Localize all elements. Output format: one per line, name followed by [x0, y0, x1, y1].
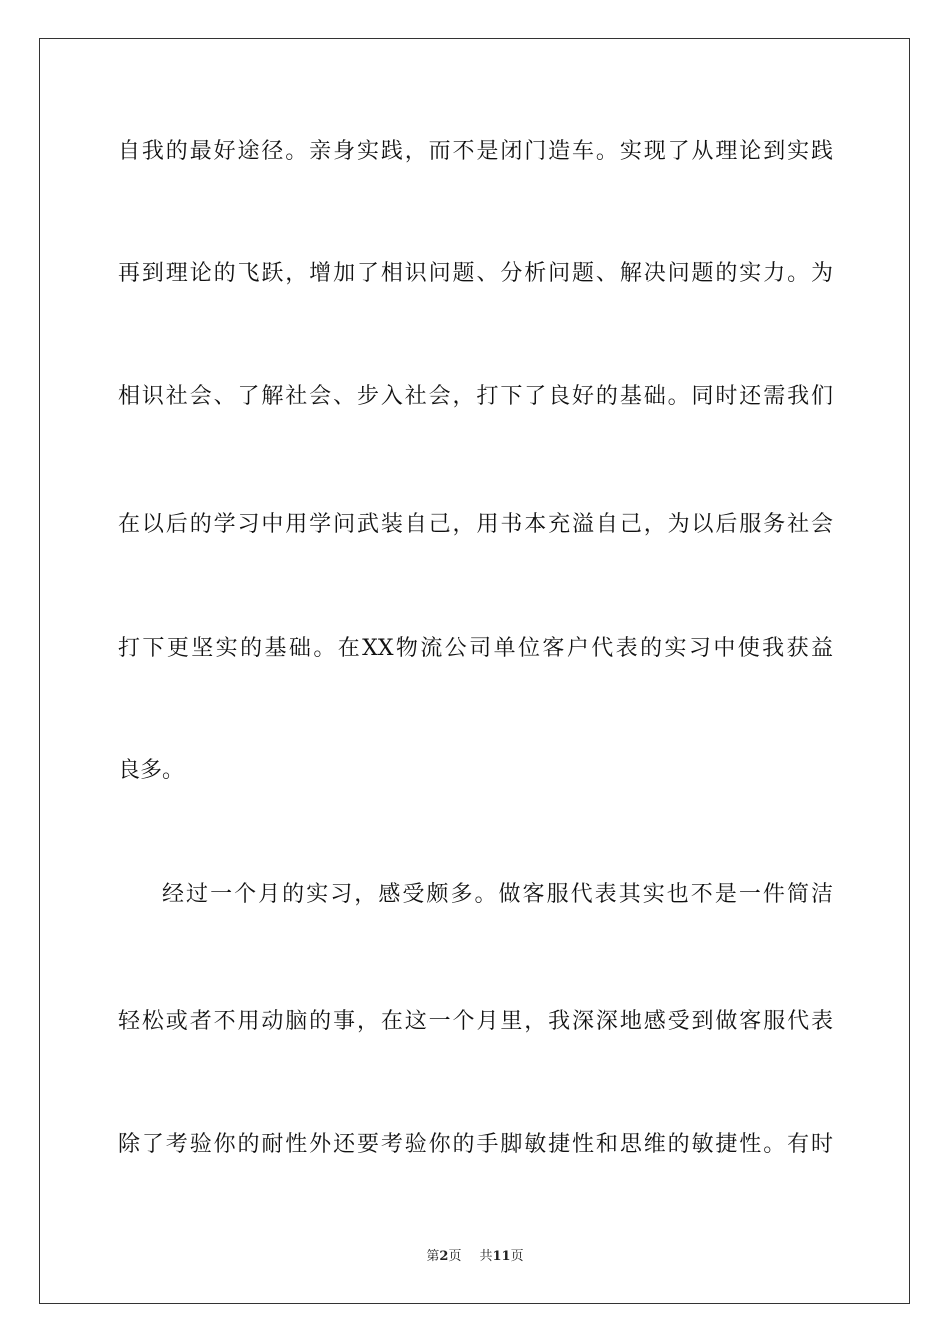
page-border	[39, 38, 910, 1304]
footer-total-prefix: 共	[479, 1249, 493, 1264]
footer-page-number: 2	[439, 1249, 449, 1264]
body-line-4: 在以后的学习中用学问武装自己，用书本充溢自己，为以后服务社会	[118, 512, 833, 537]
body-line-5: 打下更坚实的基础。在XX物流公司单位客户代表的实习中使我获益	[118, 636, 833, 661]
footer-total-suffix: 页	[510, 1249, 524, 1264]
body-line-1: 自我的最好途径。亲身实践，而不是闭门造车。实现了从理论到实践	[118, 139, 833, 164]
body-line-6: 良多。	[118, 758, 185, 783]
footer-page-suffix: 页	[448, 1249, 462, 1264]
body-line-8: 轻松或者不用动脑的事，在这一个月里，我深深地感受到做客服代表	[118, 1009, 833, 1034]
body-line-2: 再到理论的飞跃，增加了相识问题、分析问题、解决问题的实力。为	[118, 261, 833, 286]
body-line-3: 相识社会、了解社会、步入社会，打下了良好的基础。同时还需我们	[118, 384, 833, 409]
body-line-7: 经过一个月的实习，感受颇多。做客服代表其实也不是一件简洁	[162, 882, 833, 907]
page-footer	[0, 1248, 950, 1266]
footer-total-pages: 11	[492, 1249, 511, 1264]
body-line-9: 除了考验你的耐性外还要考验你的手脚敏捷性和思维的敏捷性。有时	[118, 1132, 833, 1157]
footer-page-prefix: 第	[426, 1249, 440, 1264]
